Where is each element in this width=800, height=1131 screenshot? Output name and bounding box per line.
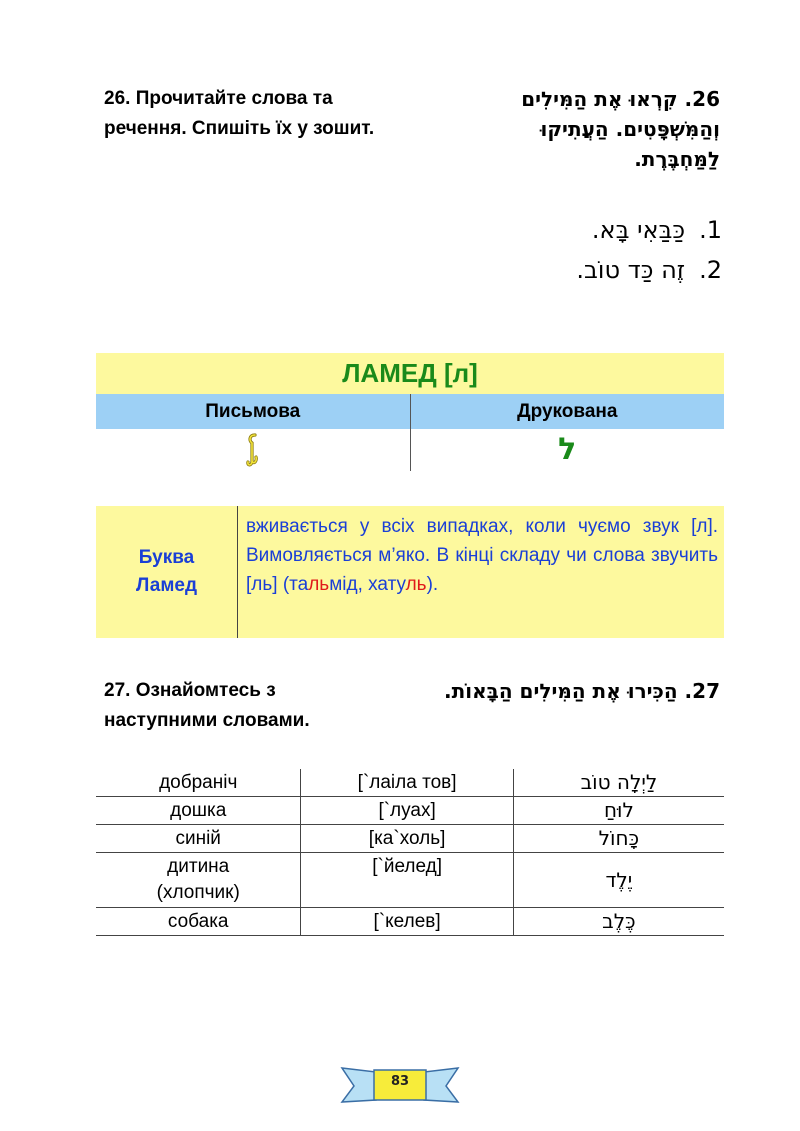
- word-pronunciation: [`луах]: [301, 797, 513, 825]
- column-printed-header: Друкована: [517, 401, 618, 422]
- info-label: [96, 506, 238, 638]
- line-number: 1.: [699, 216, 722, 244]
- word-ukrainian: [96, 853, 301, 908]
- table-row: [96, 908, 724, 936]
- exercise-27-instruction-he: 27. הַכִּירוּ אֶת הַמִּילִים הַבָּאוֹת.: [443, 679, 720, 703]
- lamed-table-header: [96, 394, 724, 429]
- word-ukrainian-line-1: дитина: [167, 856, 230, 877]
- written-lamed-glyph-icon: [243, 431, 263, 469]
- printed-lamed-letter: ל: [558, 432, 577, 467]
- table-row: [96, 769, 724, 797]
- line-number: 2.: [699, 256, 722, 284]
- word-ukrainian: собака: [96, 908, 301, 936]
- word-ukrainian: добраніч: [96, 769, 301, 797]
- info-description: [238, 506, 724, 638]
- word-hebrew: כֶּלֶב: [602, 909, 636, 933]
- info-text-part-3: ).: [426, 574, 439, 595]
- exercise-27-instruction-uk: 27. Ознайомтесь з наступними словами.: [104, 680, 310, 731]
- info-label-line-2: Ламед: [135, 575, 198, 596]
- word-hebrew: יֶלֶד: [605, 868, 633, 892]
- word-hebrew: לוּחַ: [603, 798, 634, 822]
- lamed-letter-table: [96, 353, 724, 471]
- info-highlight-2: ль: [405, 574, 427, 595]
- info-label-line-1: Буква: [138, 547, 195, 568]
- word-ukrainian-line-2: (хлопчик): [156, 882, 240, 903]
- table-row: [96, 853, 724, 908]
- word-hebrew: כָּחוֹל: [598, 826, 640, 850]
- word-pronunciation: [ка`холь]: [301, 825, 513, 853]
- info-text-part-2: мід, хату: [329, 574, 406, 595]
- lamed-table-title: ЛАМЕД [л]: [96, 353, 724, 394]
- page-number: 83: [390, 1074, 410, 1089]
- table-row: [96, 797, 724, 825]
- word-hebrew: לַיְלָה טוֹב: [580, 770, 658, 794]
- table-row: [96, 825, 724, 853]
- line-text: כַּבַּאִי בָּא.: [591, 216, 686, 244]
- word-pronunciation: [`йелед]: [301, 853, 513, 908]
- word-ukrainian: дошка: [96, 797, 301, 825]
- word-ukrainian: синій: [96, 825, 301, 853]
- exercise-26-instruction-he: 26. קִרְאוּ אֶת הַמִּילִים וְהַמִּשְׁפָּטִים. הַעֲתִיקוּ לַמַּחְבֶּרֶת.: [521, 87, 720, 171]
- exercise-26-instruction-uk: 26. Прочитайте слова та речення. Спишіть їх у зошит.: [104, 88, 375, 139]
- info-highlight-1: ль: [308, 574, 330, 595]
- vocabulary-table: [96, 769, 724, 936]
- line-text: זֶה כַּד טוֹב.: [576, 256, 686, 284]
- info-text-part-1: вживається у всіх випадках, коли чуємо звук [л]. Вимовляється м’яко. В кінці складу чи слова звучить [ль] (та: [246, 516, 718, 595]
- written-letter-cell: [96, 429, 411, 471]
- reading-line-2: [576, 256, 722, 284]
- reading-line-1: [592, 216, 722, 244]
- word-pronunciation: [`лаіла тов]: [301, 769, 513, 797]
- lamed-table-body: [96, 429, 724, 471]
- lamed-info-box: [96, 506, 724, 638]
- page-number-ribbon: [340, 1062, 460, 1106]
- column-written-header: Письмова: [96, 394, 411, 429]
- printed-letter-cell: [411, 429, 725, 471]
- word-pronunciation: [`келев]: [301, 908, 513, 936]
